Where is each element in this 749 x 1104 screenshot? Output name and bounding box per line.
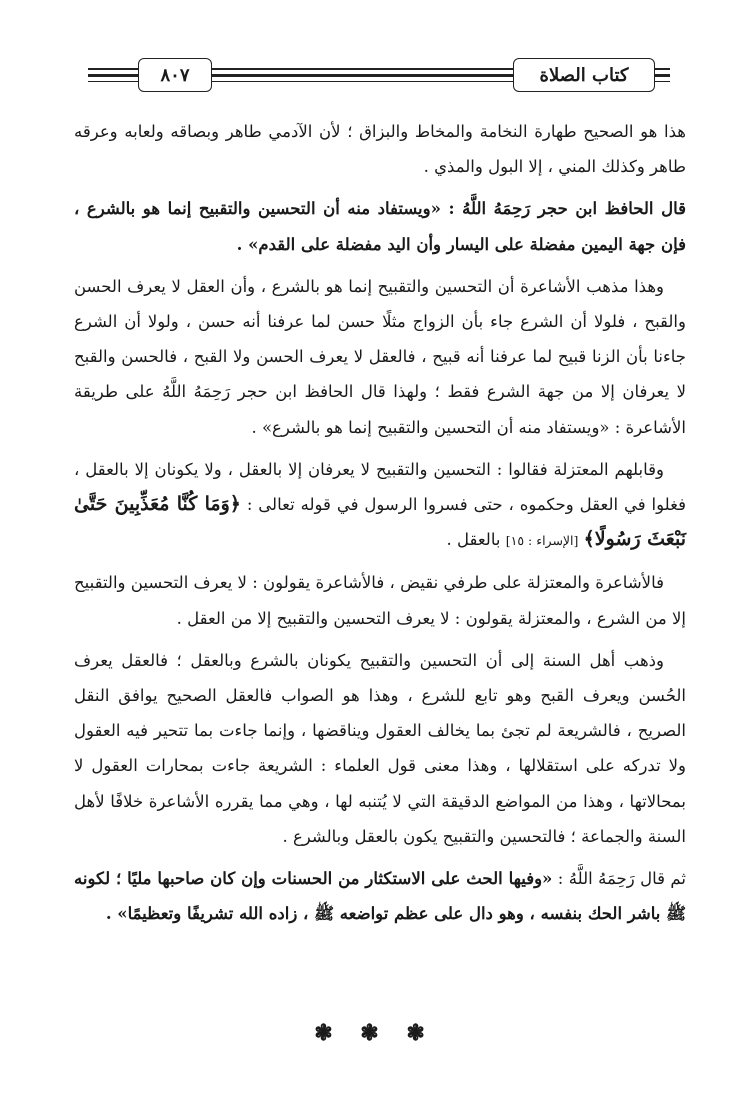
paragraph-text: فالأشاعرة والمعتزلة على طرفي نقيض ، فالأشاعرة يقولون : لا يعرف التحسين والتقبيح إلا من الشرع ، والمعتزلة يقولون : لا يعرف التحسين والتقبيح إلا من العقل . [74,573,686,628]
paragraph-lead: قال الحافظ ابن حجر رَحِمَهُ اللَّهُ : [448,199,686,219]
paragraph-text: هذا هو الصحيح طهارة النخامة والمخاط والبزاق ؛ لأن الآدمي طاهر وبصاقه ولعابه وعرقه طاهر وكذلك المني ، إلا البول والمذي . [74,122,686,177]
page-number: ٨٠٧ [138,58,212,92]
page-body [74,114,686,938]
paragraph-quote: «وفيها الحث على الاستكثار من الحسنات وإن كان صاحبها مليًا ؛ لكونه ﷺ باشر الحك بنفسه ، وهو دال على عظم تواضعه ﷺ ، زاده الله تشريفًا وتعظيمًا» . [74,869,686,924]
paragraph [74,565,686,635]
paragraph [74,861,686,931]
paragraph [74,114,686,184]
paragraph [74,269,686,445]
paragraph-text: وقابلهم المعتزلة فقالوا : التحسين والتقبيح لا يعرفان إلا بالعقل ، ولا يكونان إلا بالعقل ، فغلوا في العقل وحكموه ، حتى فسروا الرسول في قوله تعالى : [74,459,686,515]
paragraph-quote: «ويستفاد منه أن التحسين والتقبيح إنما هو بالشرع ، فإن جهة اليمين مفضلة على اليسار وأن اليد مفضلة على القدم» . [74,199,686,254]
paragraph-text: ثم قال رَحِمَهُ اللَّهُ : [557,869,686,889]
chapter-title: كتاب الصلاة [513,58,655,92]
paragraph [74,191,686,261]
verse-reference: [الإسراء : ١٥] [505,533,579,549]
paragraph-text: بالعقل . [446,530,501,550]
quran-verse: ﴿وَمَا كُنَّا مُعَذِّبِينَ حَتَّىٰ نَبْعَثَ رَسُولًا﴾ [74,493,686,551]
running-header [88,56,670,96]
paragraph-text: وهذا مذهب الأشاعرة أن التحسين والتقبيح إنما هو بالشرع ، وأن العقل لا يعرف الحسن والقبح ، فلولا أن الشرع جاء بأن الزواج مثلًا حسن لما عرفنا أنه حسن ، ولولا أن الشرع جاءنا بأن الزنا قبيح لما عرفنا أنه قبيح ، فالعقل لا يعرف الحسن ولا القبح ، فالحسن والقبح لا يعرفان إلا من جهة الشرع فقط ؛ ولهذا قال الحافظ ابن حجر رَحِمَهُ اللَّهُ على طريقة الأشاعرة : «ويستفاد منه أن التحسين والتقبيح إنما هو بالشرع» . [74,276,686,437]
section-separator: ❃ ❃ ❃ [314,1020,435,1046]
paragraph-text: وذهب أهل السنة إلى أن التحسين والتقبيح يكونان بالشرع وبالعقل ؛ فالعقل يعرف الحُسن ويعرف القبح وهو تابع للشرع ، وهذا هو الصواب فالعقل الصحيح يوافق النقل الصريح ، فالشريعة لم تجئ بما يخالف العقول ويناقضها ، وإنما جاءت بما تتحير فيه العقول ولا تدركه على استقلالها ، وهذا معنى قول العلماء : الشريعة جاءت بمحارات العقول لا بمحالاتها ، وهذا من المواضع الدقيقة التي لا يُتنبه لها ، وهي مما يقرره الأشاعرة خلافًا لأهل السنة والجماعة ؛ فالتحسين والتقبيح يكون بالعقل وبالشرع . [74,650,686,846]
paragraph [74,643,686,854]
paragraph [74,452,686,559]
